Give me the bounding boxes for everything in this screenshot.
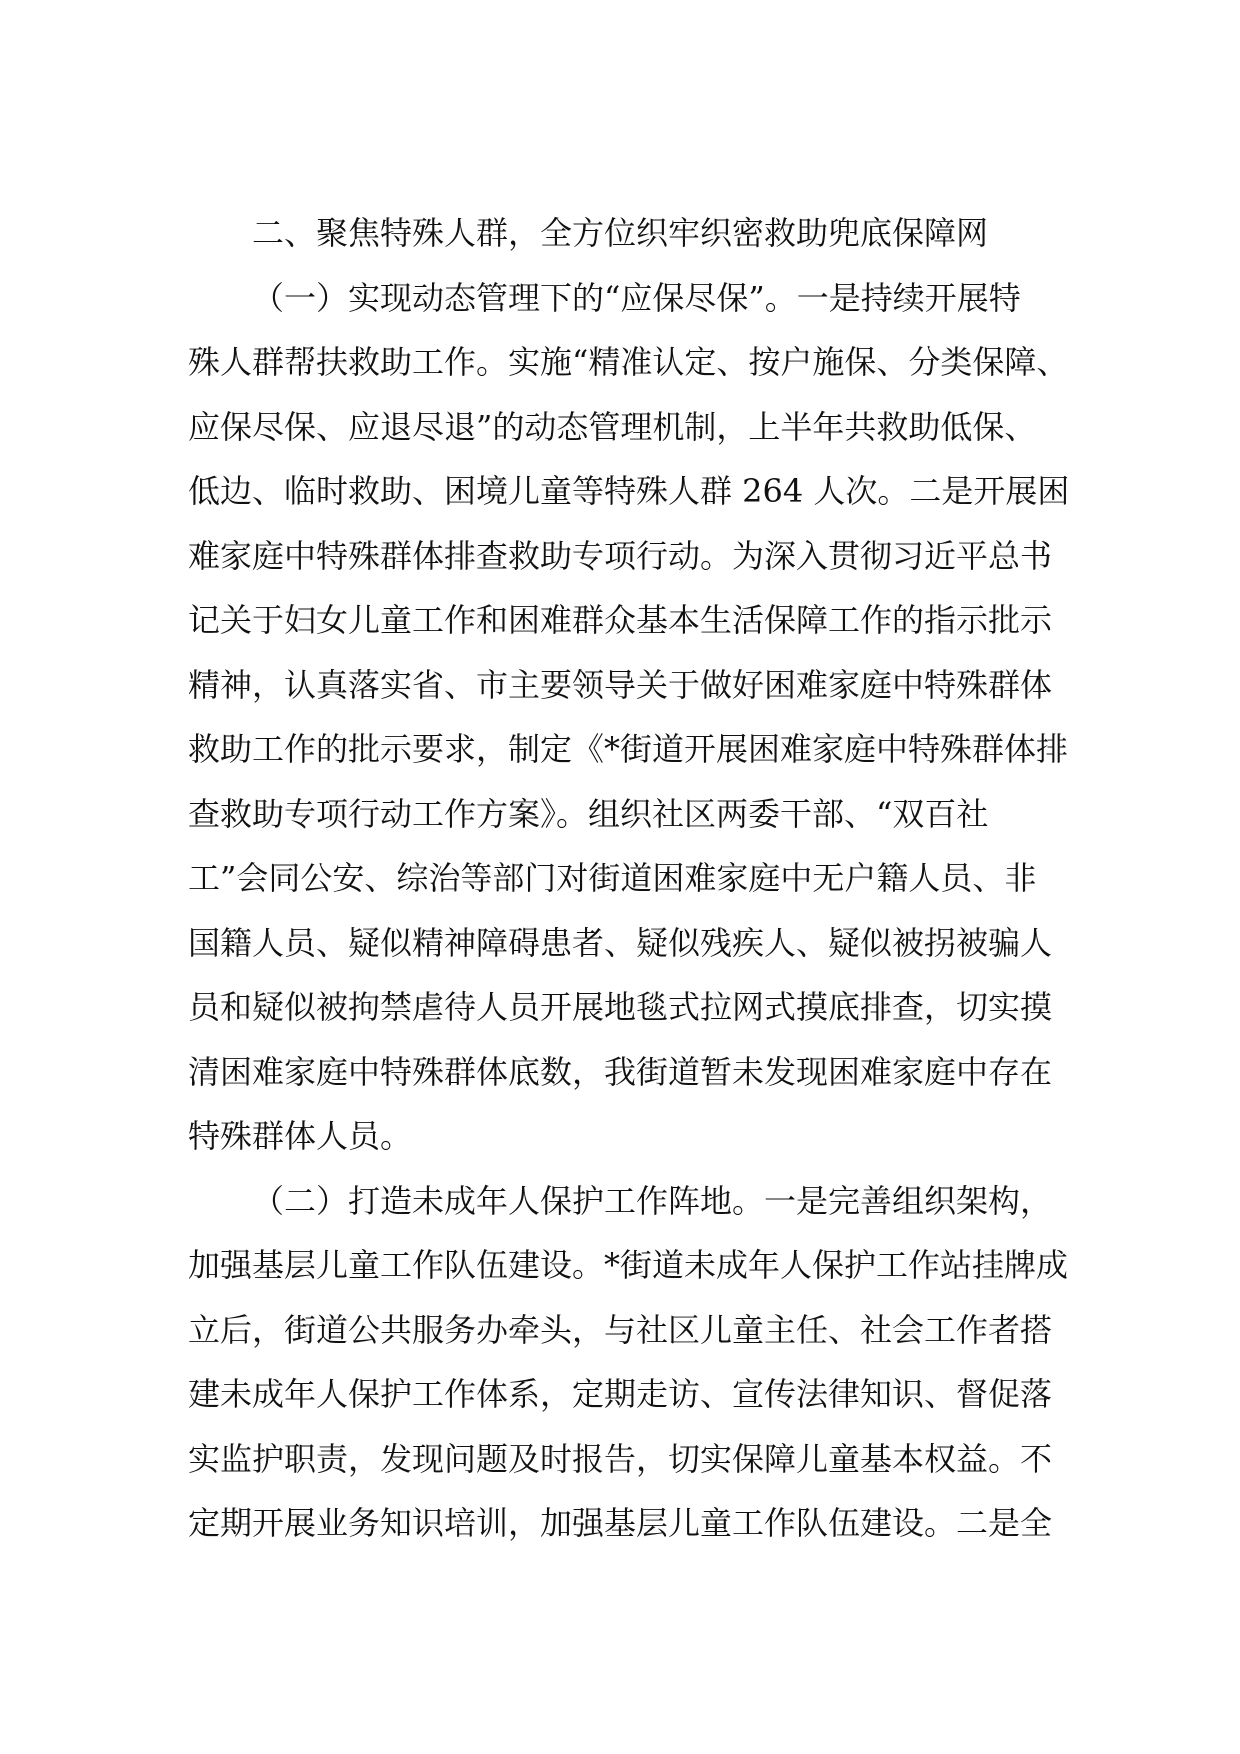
text-line: 实监护职责，发现问题及时报告，切实保障儿童基本权益。不 — [188, 1439, 1053, 1478]
text-line: 员和疑似被拘禁虐待人员开展地毯式拉网式摸底排查，切实摸 — [188, 988, 1053, 1026]
text-line: 记关于妇女儿童工作和困难群众基本生活保障工作的指示批示 — [188, 601, 1053, 639]
document-body — [188, 201, 1070, 1556]
text-line: 应保尽保、应退尽退”的动态管理机制，上半年共救助低保、 — [188, 407, 1037, 446]
text-line: 加强基层儿童工作队伍建设。*街道未成年人保护工作站挂牌成 — [188, 1246, 1069, 1284]
text-line: 工”会同公安、综治等部门对街道困难家庭中无户籍人员、非 — [188, 859, 1037, 897]
text-line: 建未成年人保护工作体系，定期走访、宣传法律知识、督促落 — [188, 1375, 1053, 1413]
text-line: 特殊群体人员。 — [188, 1117, 413, 1155]
text-line: 救助工作的批示要求，制定《*街道开展困难家庭中特殊群体排 — [188, 730, 1069, 768]
text-line: 精神，认真落实省、市主要领导关于做好困难家庭中特殊群体 — [188, 665, 1053, 704]
text-line: 国籍人员、疑似精神障碍患者、疑似残疾人、疑似被拐被骗人 — [188, 923, 1053, 962]
section-heading: 二、聚焦特殊人群，全方位织牢织密救助兜底保障网 — [252, 214, 989, 252]
text-line: （二）打造未成年人保护工作阵地。一是完善组织架构， — [252, 1181, 1053, 1220]
text-line: （一）实现动态管理下的“应保尽保”。一是持续开展特 — [252, 278, 1021, 317]
text-line: 清困难家庭中特殊群体底数，我街道暂未发现困难家庭中存在 — [188, 1052, 1053, 1091]
text-line: 定期开展业务知识培训，加强基层儿童工作队伍建设。二是全 — [188, 1504, 1053, 1542]
text-line: 低边、临时救助、困境儿童等特殊人群 264 人次。二是开展困 — [188, 472, 1070, 510]
text-line: 殊人群帮扶救助工作。实施“精准认定、按户施保、分类保障、 — [188, 343, 1069, 381]
text-line: 难家庭中特殊群体排查救助专项行动。为深入贯彻习近平总书 — [188, 536, 1053, 575]
text-line: 查救助专项行动工作方案》。组织社区两委干部、“双百社 — [188, 794, 989, 833]
text-line: 立后，街道公共服务办牵头，与社区儿童主任、社会工作者搭 — [188, 1310, 1053, 1349]
